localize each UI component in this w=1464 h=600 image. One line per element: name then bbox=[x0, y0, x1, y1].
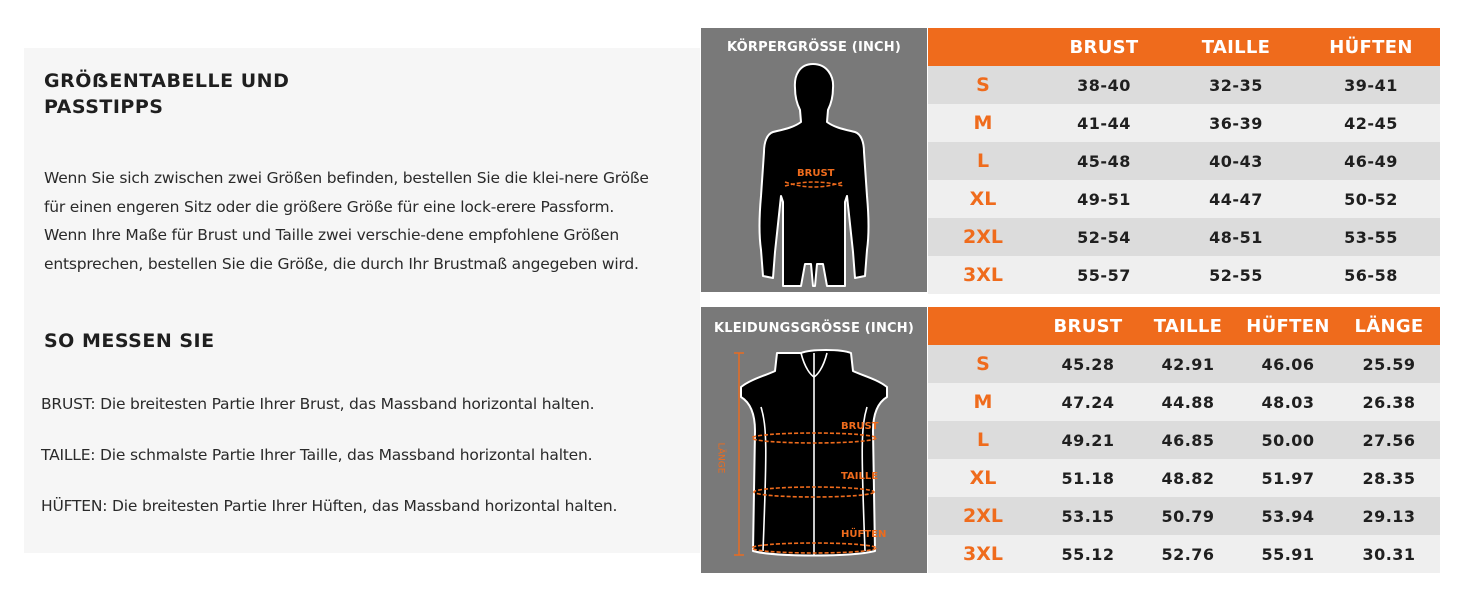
vest-length-label: LÄNGE bbox=[715, 442, 726, 474]
hips-value: 55.91 bbox=[1238, 535, 1338, 573]
header-waist: TAILLE bbox=[1138, 307, 1238, 345]
table-row bbox=[928, 218, 1440, 256]
chest-value: 51.18 bbox=[1038, 459, 1138, 497]
table-row bbox=[928, 497, 1440, 535]
table-row bbox=[928, 345, 1440, 383]
body-chest-label: BRUST bbox=[797, 168, 835, 179]
size-label: 2XL bbox=[928, 218, 1038, 256]
table-row bbox=[928, 383, 1440, 421]
table-row bbox=[928, 142, 1440, 180]
body-size-figure bbox=[701, 28, 927, 292]
body-size-table bbox=[928, 28, 1440, 294]
measure-chest-text: BRUST: Die breitesten Partie Ihrer Brust, das Massband horizontal halten. bbox=[41, 395, 595, 413]
table-row bbox=[928, 104, 1440, 142]
length-value: 30.31 bbox=[1338, 535, 1440, 573]
table-row bbox=[928, 66, 1440, 104]
hips-value: 39-41 bbox=[1302, 66, 1440, 104]
hips-value: 51.97 bbox=[1238, 459, 1338, 497]
page-title: GRÖẞENTABELLE UND PASSTIPPS bbox=[44, 70, 290, 118]
size-guide-panel bbox=[24, 48, 700, 553]
waist-value: 48-51 bbox=[1170, 218, 1302, 256]
chest-value: 52-54 bbox=[1038, 218, 1170, 256]
table-row bbox=[928, 256, 1440, 294]
vest-icon bbox=[701, 307, 927, 573]
header-chest: BRUST bbox=[1038, 307, 1138, 345]
table-row bbox=[928, 535, 1440, 573]
clothing-size-table bbox=[928, 307, 1440, 573]
size-label: L bbox=[928, 421, 1038, 459]
chest-value: 45-48 bbox=[1038, 142, 1170, 180]
chest-value: 55-57 bbox=[1038, 256, 1170, 294]
vest-chest-label: BRUST bbox=[841, 421, 879, 432]
table-row bbox=[928, 459, 1440, 497]
waist-value: 48.82 bbox=[1138, 459, 1238, 497]
size-label: S bbox=[928, 345, 1038, 383]
body-silhouette-icon bbox=[701, 28, 927, 292]
fit-tips-paragraph: Wenn Sie sich zwischen zwei Größen befinden, bestellen Sie die klei-nere Größe für einen engeren Sitz oder die größere Größe für eine lock-erere Passform. Wenn Ihre Maße für Brust und Taille zwei verschie-dene empfohlene Größen entsprechen, bestellen Sie die Größe, die durch Ihr Brustmaß angegeben wird. bbox=[44, 169, 649, 273]
chest-value: 49.21 bbox=[1038, 421, 1138, 459]
hips-value: 53-55 bbox=[1302, 218, 1440, 256]
waist-value: 32-35 bbox=[1170, 66, 1302, 104]
chest-value: 41-44 bbox=[1038, 104, 1170, 142]
waist-value: 44.88 bbox=[1138, 383, 1238, 421]
waist-value: 52-55 bbox=[1170, 256, 1302, 294]
size-label: 2XL bbox=[928, 497, 1038, 535]
clothing-figure-title: KLEIDUNGSGRÖSSE (INCH) bbox=[713, 321, 915, 336]
chest-value: 55.12 bbox=[1038, 535, 1138, 573]
size-label: L bbox=[928, 142, 1038, 180]
header-waist: TAILLE bbox=[1170, 28, 1302, 66]
header-chest: BRUST bbox=[1038, 28, 1170, 66]
hips-value: 46-49 bbox=[1302, 142, 1440, 180]
size-label: S bbox=[928, 66, 1038, 104]
size-label: XL bbox=[928, 180, 1038, 218]
waist-value: 44-47 bbox=[1170, 180, 1302, 218]
chest-value: 47.24 bbox=[1038, 383, 1138, 421]
hips-value: 50.00 bbox=[1238, 421, 1338, 459]
hips-value: 48.03 bbox=[1238, 383, 1338, 421]
header-length: LÄNGE bbox=[1338, 307, 1440, 345]
length-value: 25.59 bbox=[1338, 345, 1440, 383]
size-label: 3XL bbox=[928, 256, 1038, 294]
header-size bbox=[928, 307, 1038, 345]
measure-hips-text: HÜFTEN: Die breitesten Partie Ihrer Hüften, das Massband horizontal halten. bbox=[41, 497, 618, 515]
measure-waist-text: TAILLE: Die schmalste Partie Ihrer Taille, das Massband horizontal halten. bbox=[41, 446, 593, 464]
header-hips: HÜFTEN bbox=[1238, 307, 1338, 345]
chest-value: 45.28 bbox=[1038, 345, 1138, 383]
chest-value: 53.15 bbox=[1038, 497, 1138, 535]
chest-value: 49-51 bbox=[1038, 180, 1170, 218]
length-value: 29.13 bbox=[1338, 497, 1440, 535]
vest-hips-label: HÜFTEN bbox=[841, 529, 887, 540]
hips-value: 46.06 bbox=[1238, 345, 1338, 383]
table-row bbox=[928, 421, 1440, 459]
hips-value: 50-52 bbox=[1302, 180, 1440, 218]
size-label: XL bbox=[928, 459, 1038, 497]
waist-value: 50.79 bbox=[1138, 497, 1238, 535]
size-label: 3XL bbox=[928, 535, 1038, 573]
length-value: 28.35 bbox=[1338, 459, 1440, 497]
waist-value: 52.76 bbox=[1138, 535, 1238, 573]
hips-value: 56-58 bbox=[1302, 256, 1440, 294]
hips-value: 42-45 bbox=[1302, 104, 1440, 142]
chest-value: 38-40 bbox=[1038, 66, 1170, 104]
vest-waist-label: TAILLE bbox=[841, 471, 879, 482]
table-row bbox=[928, 180, 1440, 218]
waist-value: 40-43 bbox=[1170, 142, 1302, 180]
size-label: M bbox=[928, 104, 1038, 142]
clothing-size-figure bbox=[701, 307, 927, 573]
length-value: 27.56 bbox=[1338, 421, 1440, 459]
waist-value: 36-39 bbox=[1170, 104, 1302, 142]
body-figure-title: KÖRPERGRÖSSE (INCH) bbox=[726, 40, 902, 55]
table-header-row bbox=[928, 28, 1440, 66]
measure-heading: SO MESSEN SIE bbox=[44, 330, 215, 352]
size-label: M bbox=[928, 383, 1038, 421]
header-size bbox=[928, 28, 1038, 66]
length-value: 26.38 bbox=[1338, 383, 1440, 421]
hips-value: 53.94 bbox=[1238, 497, 1338, 535]
waist-value: 46.85 bbox=[1138, 421, 1238, 459]
header-hips: HÜFTEN bbox=[1302, 28, 1440, 66]
waist-value: 42.91 bbox=[1138, 345, 1238, 383]
table-header-row bbox=[928, 307, 1440, 345]
